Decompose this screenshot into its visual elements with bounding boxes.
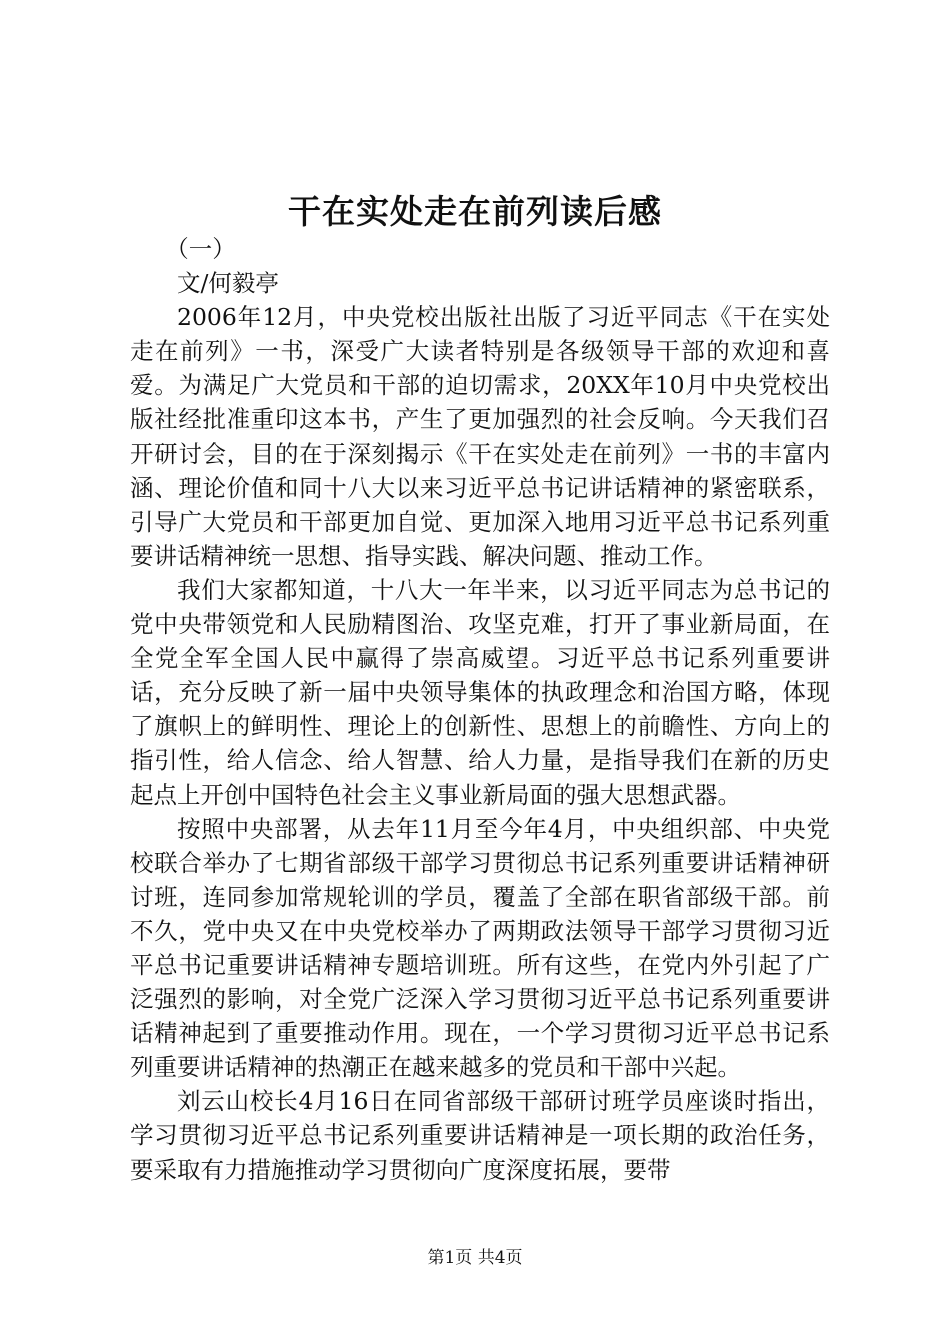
paragraph-3: 按照中央部署，从去年11月至今年4月，中央组织部、中央党校联合举办了七期省部级干部学习贯彻总书记系列重要讲话精神研讨班，连同参加常规轮训的学员，覆盖了全部在职省部级干部。前不久，党中央又在中央党校举办了两期政法领导干部学习贯彻习近平总书记重要讲话精神专题培训班。所有这些，在党内外引起了广泛强烈的影响，对全党广泛深入学习贯彻习近平总书记系列重要讲话精神起到了重要推动作用。现在，一个学习贯彻习近平总书记系列重要讲话精神的热潮正在越来越多的党员和干部中兴起。 bbox=[130, 814, 830, 1082]
page-footer: 第1页 共4页 bbox=[427, 1248, 523, 1268]
part-label: （一） bbox=[165, 235, 236, 263]
paragraph-4: 刘云山校长4月16日在同省部级干部研讨班学员座谈时指出，学习贯彻习近平总书记系列重要讲话精神是一项长期的政治任务，要采取有力措施推动学习贯彻向广度深度拓展，要带 bbox=[130, 1087, 830, 1184]
author-line: 文/何毅亭 bbox=[177, 269, 279, 298]
document-title: 干在实处走在前列读后感 bbox=[288, 192, 662, 231]
document-body bbox=[130, 232, 830, 1187]
paragraph-2: 我们大家都知道，十八大一年半来，以习近平同志为总书记的党中央带领党和人民励精图治、攻坚克难，打开了事业新局面，在全党全军全国人民中赢得了崇高威望。习近平总书记系列重要讲话，充分反映了新一届中央领导集体的执政理念和治国方略，体现了旗帜上的鲜明性、理论上的创新性、思想上的前瞻性、方向上的指引性，给人信念、给人智慧、给人力量，是指导我们在新的历史起点上开创中国特色社会主义事业新局面的强大思想武器。 bbox=[130, 575, 830, 809]
paragraph-1: 2006年12月，中央党校出版社出版了习近平同志《干在实处走在前列》一书，深受广大读者特别是各级领导干部的欢迎和喜爱。为满足广大党员和干部的迫切需求，20XX年10月中央党校出版社经批准重印这本书，产生了更加强烈的社会反响。今天我们召开研讨会，目的在于深刻揭示《干在实处走在前列》一书的丰富内涵、理论价值和同十八大以来习近平总书记讲话精神的紧密联系，引导广大党员和干部更加自觉、更加深入地用习近平总书记系列重要讲话精神统一思想、指导实践、解决问题、推动工作。 bbox=[130, 303, 830, 570]
